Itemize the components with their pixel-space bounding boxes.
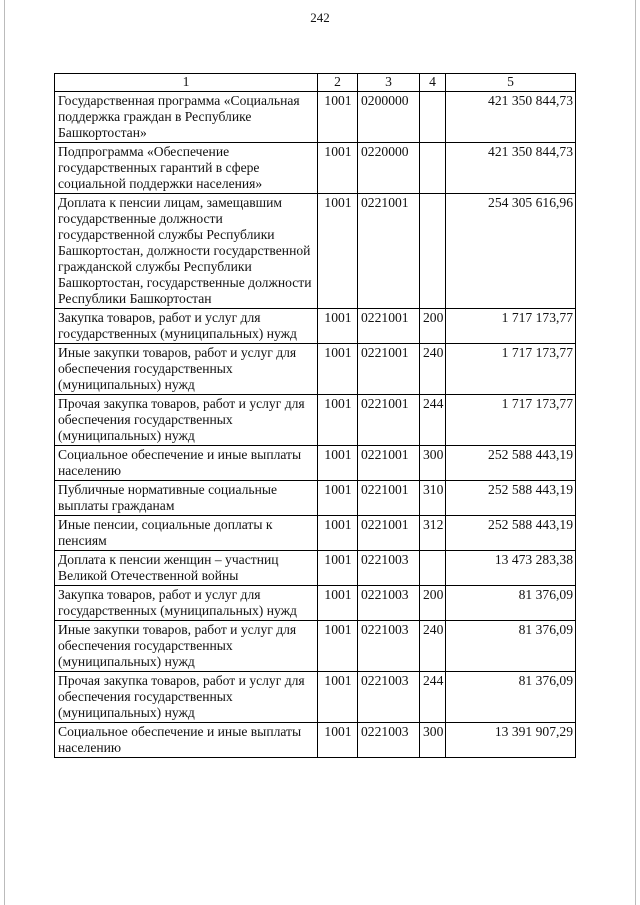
row-amount: 252 588 443,19 <box>446 481 576 516</box>
row-expense-type-code: 300 <box>420 723 446 758</box>
row-amount: 1 717 173,77 <box>446 395 576 446</box>
row-target-code: 0221001 <box>358 481 420 516</box>
row-expense-type-code <box>420 194 446 309</box>
table-row <box>55 395 576 446</box>
row-section-code: 1001 <box>318 309 358 344</box>
table-row <box>55 309 576 344</box>
table-row <box>55 672 576 723</box>
row-name: Закупка товаров, работ и услуг для государственных (муниципальных) нужд <box>55 309 318 344</box>
row-name: Социальное обеспечение и иные выплаты населению <box>55 723 318 758</box>
row-section-code: 1001 <box>318 92 358 143</box>
header-row <box>55 74 576 92</box>
row-section-code: 1001 <box>318 586 358 621</box>
row-amount: 421 350 844,73 <box>446 143 576 194</box>
row-target-code: 0221001 <box>358 194 420 309</box>
table-row <box>55 516 576 551</box>
row-target-code: 0221001 <box>358 516 420 551</box>
row-name: Социальное обеспечение и иные выплаты населению <box>55 446 318 481</box>
row-expense-type-code: 312 <box>420 516 446 551</box>
row-amount: 13 391 907,29 <box>446 723 576 758</box>
row-amount: 421 350 844,73 <box>446 92 576 143</box>
table-row <box>55 621 576 672</box>
row-target-code: 0221003 <box>358 551 420 586</box>
row-target-code: 0221001 <box>358 309 420 344</box>
table-row <box>55 723 576 758</box>
row-section-code: 1001 <box>318 481 358 516</box>
row-expense-type-code: 300 <box>420 446 446 481</box>
row-target-code: 0221001 <box>358 446 420 481</box>
row-name: Государственная программа «Социальная поддержка граждан в Республике Башкортостан» <box>55 92 318 143</box>
row-section-code: 1001 <box>318 551 358 586</box>
row-amount: 81 376,09 <box>446 621 576 672</box>
row-expense-type-code: 310 <box>420 481 446 516</box>
budget-table <box>54 73 576 758</box>
row-name: Прочая закупка товаров, работ и услуг для обеспечения государственных (муниципальных) нужд <box>55 672 318 723</box>
row-section-code: 1001 <box>318 446 358 481</box>
row-name: Прочая закупка товаров, работ и услуг для обеспечения государственных (муниципальных) нужд <box>55 395 318 446</box>
row-amount: 13 473 283,38 <box>446 551 576 586</box>
right-scan-edge <box>635 0 636 905</box>
row-section-code: 1001 <box>318 621 358 672</box>
row-amount: 1 717 173,77 <box>446 344 576 395</box>
row-amount: 81 376,09 <box>446 586 576 621</box>
row-name: Доплата к пенсии женщин – участниц Великой Отечественной войны <box>55 551 318 586</box>
row-amount: 254 305 616,96 <box>446 194 576 309</box>
row-target-code: 0221001 <box>358 344 420 395</box>
table-row <box>55 481 576 516</box>
table-row <box>55 446 576 481</box>
row-expense-type-code: 200 <box>420 309 446 344</box>
row-name: Закупка товаров, работ и услуг для государственных (муниципальных) нужд <box>55 586 318 621</box>
header-col-2: 2 <box>318 74 358 92</box>
row-name: Публичные нормативные социальные выплаты гражданам <box>55 481 318 516</box>
row-amount: 81 376,09 <box>446 672 576 723</box>
table-row <box>55 586 576 621</box>
header-col-4: 4 <box>420 74 446 92</box>
row-section-code: 1001 <box>318 395 358 446</box>
row-target-code: 0200000 <box>358 92 420 143</box>
row-target-code: 0221003 <box>358 723 420 758</box>
row-target-code: 0221001 <box>358 395 420 446</box>
row-expense-type-code: 244 <box>420 672 446 723</box>
row-name: Иные пенсии, социальные доплаты к пенсиям <box>55 516 318 551</box>
row-section-code: 1001 <box>318 672 358 723</box>
header-col-3: 3 <box>358 74 420 92</box>
row-name: Доплата к пенсии лицам, замещавшим государственные должности государственной службы Республики Башкортостан, должности государственной гражданской службы Республики Башкортостан, государственные должности Республики Башкортостан <box>55 194 318 309</box>
row-name: Иные закупки товаров, работ и услуг для обеспечения государственных (муниципальных) нужд <box>55 621 318 672</box>
row-expense-type-code: 244 <box>420 395 446 446</box>
row-amount: 252 588 443,19 <box>446 516 576 551</box>
row-section-code: 1001 <box>318 143 358 194</box>
header-col-5: 5 <box>446 74 576 92</box>
row-target-code: 0221003 <box>358 672 420 723</box>
table-row <box>55 194 576 309</box>
table-row <box>55 143 576 194</box>
row-name: Подпрограмма «Обеспечение государственных гарантий в сфере социальной поддержки населения» <box>55 143 318 194</box>
left-scan-edge <box>4 0 5 905</box>
table-row <box>55 92 576 143</box>
row-amount: 1 717 173,77 <box>446 309 576 344</box>
row-expense-type-code <box>420 551 446 586</box>
row-section-code: 1001 <box>318 723 358 758</box>
row-amount: 252 588 443,19 <box>446 446 576 481</box>
row-target-code: 0221003 <box>358 586 420 621</box>
header-col-1: 1 <box>55 74 318 92</box>
row-expense-type-code <box>420 143 446 194</box>
row-target-code: 0220000 <box>358 143 420 194</box>
row-section-code: 1001 <box>318 194 358 309</box>
row-target-code: 0221003 <box>358 621 420 672</box>
row-expense-type-code: 240 <box>420 344 446 395</box>
page-number: 242 <box>310 10 330 25</box>
row-section-code: 1001 <box>318 344 358 395</box>
row-section-code: 1001 <box>318 516 358 551</box>
row-expense-type-code: 240 <box>420 621 446 672</box>
row-expense-type-code: 200 <box>420 586 446 621</box>
row-name: Иные закупки товаров, работ и услуг для обеспечения государственных (муниципальных) нужд <box>55 344 318 395</box>
table-row <box>55 551 576 586</box>
table-row <box>55 344 576 395</box>
row-expense-type-code <box>420 92 446 143</box>
